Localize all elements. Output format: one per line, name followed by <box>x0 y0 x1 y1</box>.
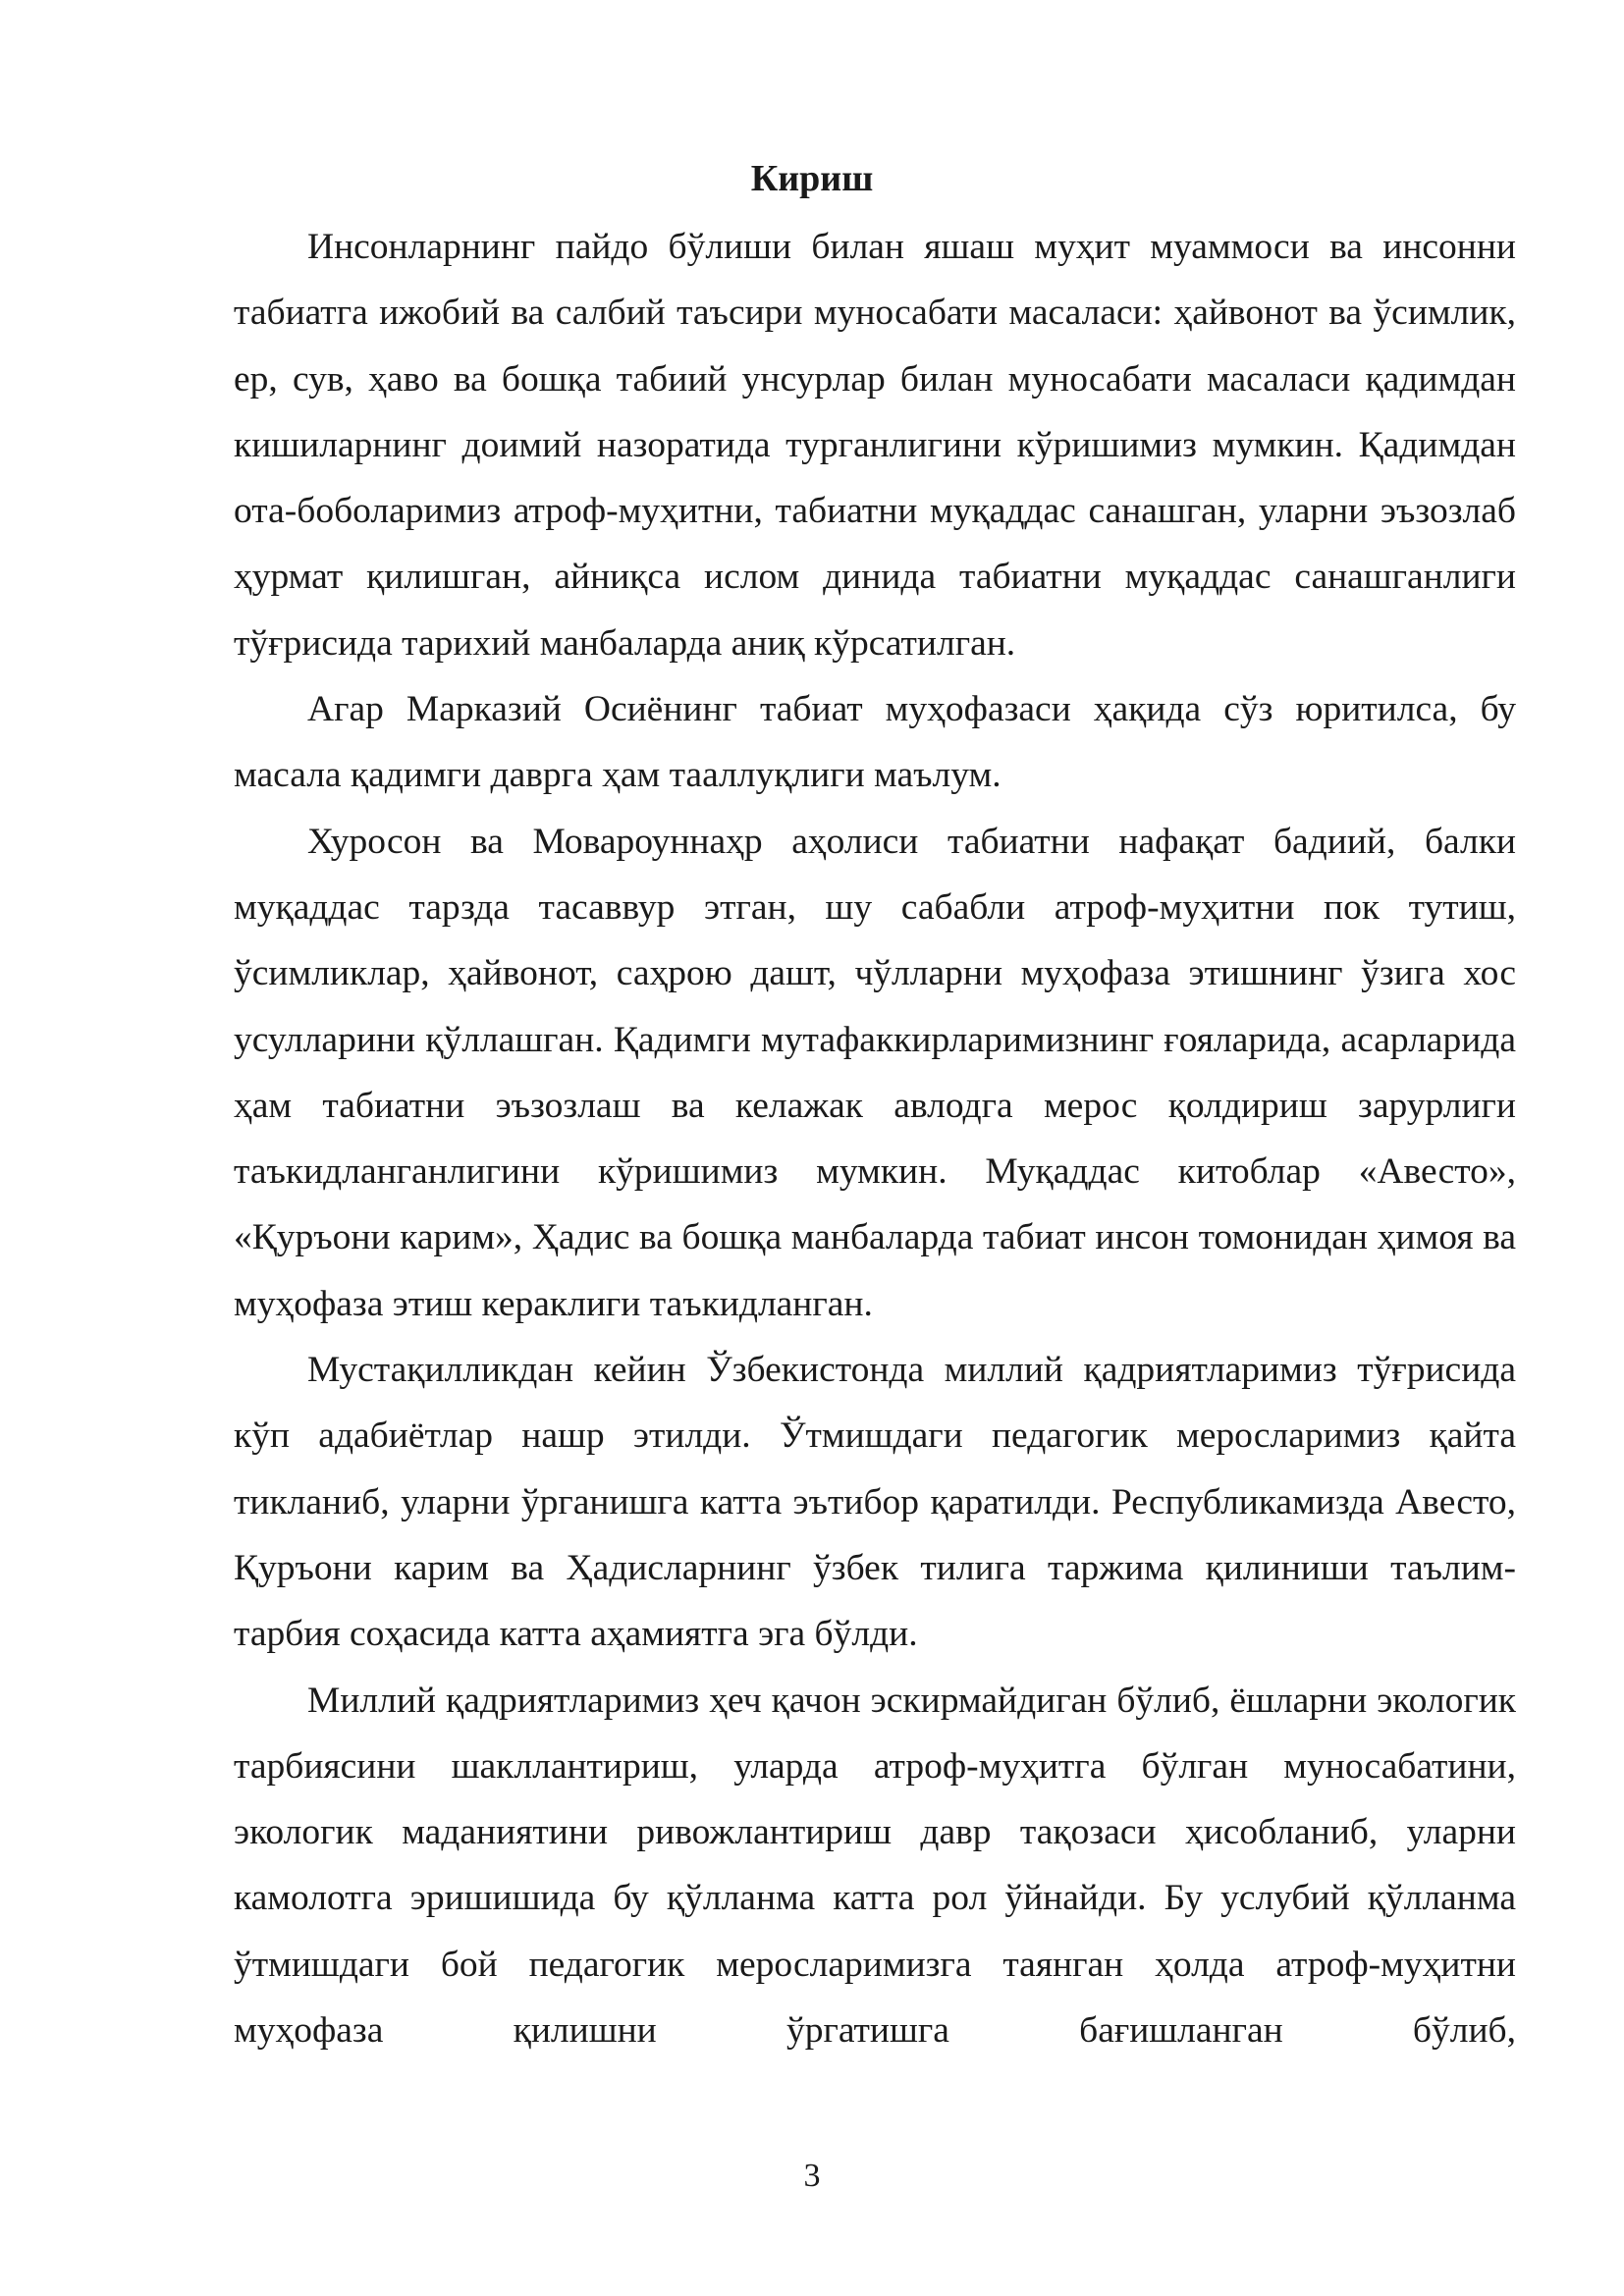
paragraph-5: Миллий қадриятларимиз ҳеч қачон эскирмайдиган бўлиб, ёшларни экологик тарбиясини шакллантириш, уларда атроф-муҳитга бўлган муносабатини, экологик маданиятини ривожлантириш давр тақозаси ҳисобланиб, уларни камолотга эришишида бу қўлланма катта рол ўйнайди. Бу услубий қўлланма ўтмишдаги бой педагогик меросларимизга таянган ҳолда атроф-муҳитни муҳофаза қилишни ўргатишга бағишланган бўлиб, <box>234 1680 1516 2052</box>
page-number: 3 <box>803 2158 821 2194</box>
body-text <box>234 214 1516 2063</box>
page-title: Кириш <box>750 158 874 199</box>
paragraph-3: Хуросон ва Мовароуннаҳр аҳолиси табиатни нафақат бадиий, балки муқаддас тарзда тасаввур этган, шу сабабли атроф-муҳитни пок тутиш, ўсимликлар, ҳайвонот, саҳрою дашт, чўлларни муҳофаза этишнинг ўзига хос усулларини қўллашган. Қадимги мутафаккирларимизнинг ғояларида, асарларида ҳам табиатни эъзозлаш ва келажак авлодга мерос қолдириш зарурлиги таъкидланганлигини кўришимиз мумкин. Муқаддас китоблар «Авесто», «Қуръони карим», Ҳадис ва бошқа манбаларда табиат инсон томонидан ҳимоя ва муҳофаза этиш кераклиги таъкидланган. <box>234 821 1516 1324</box>
paragraph-4: Мустақилликдан кейин Ўзбекистонда миллий қадриятларимиз тўғрисида кўп адабиётлар нашр этилди. Ўтмишдаги педагогик меросларимиз қайта тикланиб, уларни ўрганишга катта эътибор қаратилди. Республикамизда Авесто, Қуръони карим ва Ҳадисларнинг ўзбек тилига таржима қилиниши таълим-тарбия соҳасида катта аҳамиятга эга бўлди. <box>234 1350 1516 1655</box>
paragraph-1: Инсонларнинг пайдо бўлиши билан яшаш муҳит муаммоси ва инсонни табиатга ижобий ва салбий таъсири муносабати масаласи: ҳайвонот ва ўсимлик, ер, сув, ҳаво ва бошқа табиий унсурлар билан муносабати масаласи қадимдан кишиларнинг доимий назоратида турганлигини кўришимиз мумкин. Қадимдан ота-боболаримиз атроф-муҳитни, табиатни муқаддас санашган, уларни эъзозлаб ҳурмат қилишган, айниқса ислом динида табиатни муқаддас санашганлиги тўғрисида тарихий манбаларда аниқ кўрсатилган. <box>234 227 1516 664</box>
paragraph-2: Агар Марказий Осиёнинг табиат муҳофазаси ҳақида сўз юритилса, бу масала қадимги даврга ҳам тааллуқлиги маълум. <box>234 689 1516 796</box>
